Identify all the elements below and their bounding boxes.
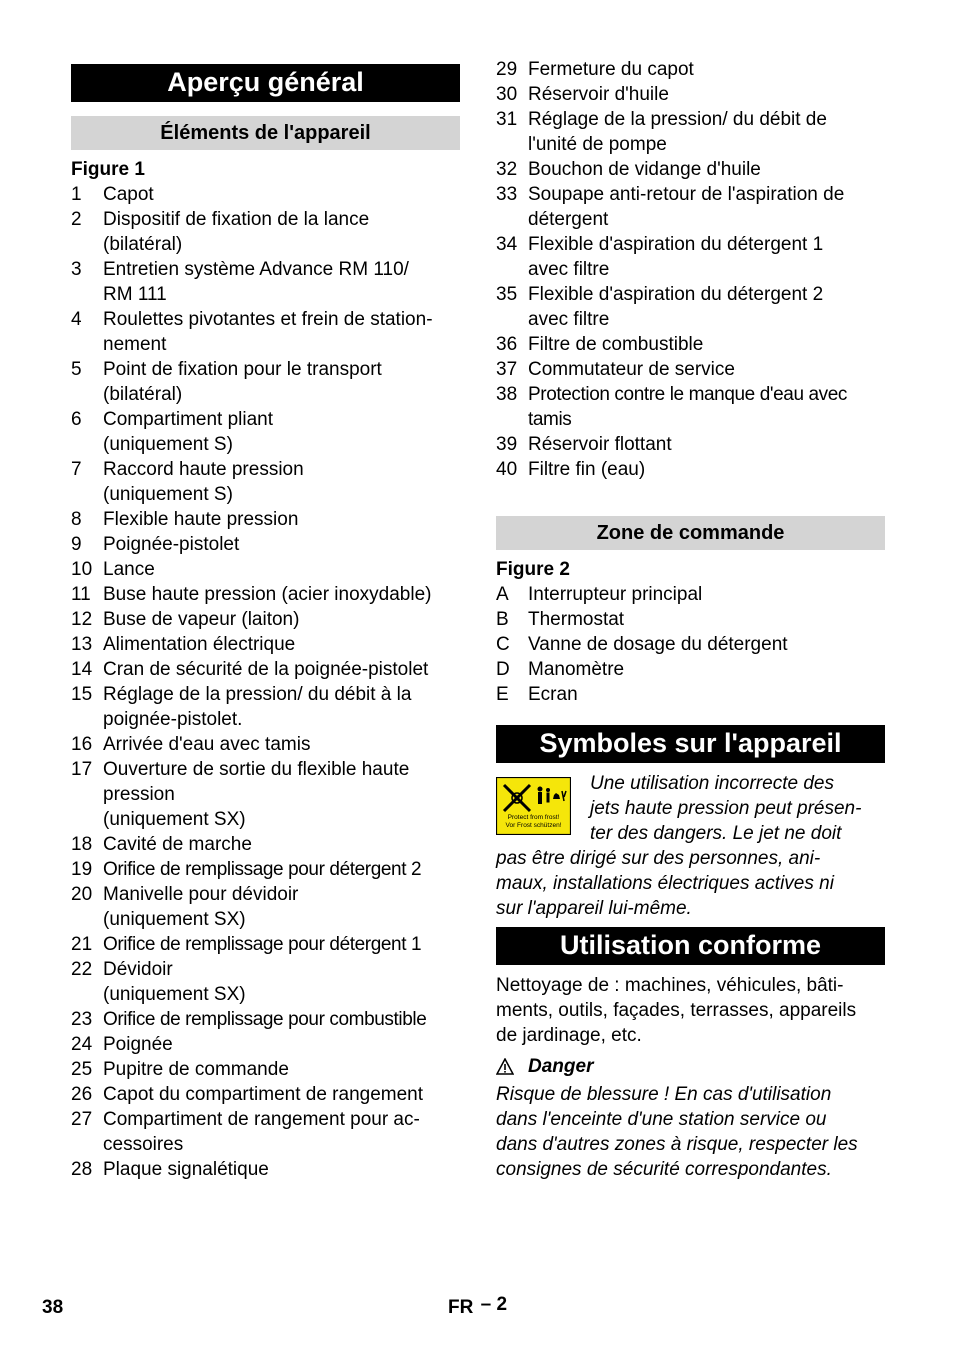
list-item-text: Fermeture du capot [528, 59, 694, 80]
symbol-description [496, 771, 885, 921]
list-item-text: Ouverture de sortie du flexible haute [103, 759, 410, 780]
list-item-text: Interrupteur principal [528, 584, 703, 605]
list-item-text: RM 111 [103, 284, 167, 305]
list-item-text: pression [103, 784, 175, 805]
list-item-number: D [496, 659, 510, 680]
list-item [496, 607, 885, 632]
list-item [71, 1032, 460, 1057]
list-item-number: A [496, 584, 509, 605]
symbol-text-line: ter des dangers. Le jet ne doit [590, 823, 842, 844]
list-item-text: Flexible d'aspiration du détergent 1 [528, 234, 824, 255]
list-item [496, 682, 885, 707]
list-item-number [496, 407, 528, 432]
list-item-text: Réglage de la pression/ du débit de [528, 109, 827, 130]
list-item-number: 12 [71, 609, 93, 630]
list-item-number [71, 1132, 103, 1157]
list-item-text: (bilatéral) [103, 234, 183, 255]
list-item-continuation [496, 207, 885, 232]
list-item [496, 332, 885, 357]
danger-text [496, 1082, 885, 1182]
list-item-text: Cran de sécurité de la poignée-pistolet [103, 659, 429, 680]
list-item-number: 16 [71, 734, 93, 755]
list-item-text: Cavité de marche [103, 834, 252, 855]
list-item [71, 882, 460, 907]
list-item-number [496, 307, 528, 332]
list-item-text: Lance [103, 559, 155, 580]
danger-text-line: Risque de blessure ! En cas d'utilisation [496, 1084, 832, 1105]
list-item-number [71, 232, 103, 257]
list-item-text: Filtre de combustible [528, 334, 704, 355]
list-item-text: détergent [528, 209, 609, 230]
list-item-continuation [71, 332, 460, 357]
list-item [496, 107, 885, 132]
list-item-text: Raccord haute pression [103, 459, 304, 480]
list-item-number [496, 257, 528, 282]
list-item-text: Buse de vapeur (laiton) [103, 609, 300, 630]
list-item-text: Ecran [528, 684, 578, 705]
list-item-number: 36 [496, 334, 518, 355]
list-item [496, 357, 885, 382]
danger-text-line: consignes de sécurité correspondantes. [496, 1159, 832, 1180]
list-item [71, 757, 460, 782]
list-item-number: 30 [496, 84, 518, 105]
list-item-continuation [71, 1132, 460, 1157]
symbol-text-line: Une utilisation incorrecte des [590, 773, 834, 794]
list-item [71, 657, 460, 682]
list-item-text: nement [103, 334, 167, 355]
list-item [71, 307, 460, 332]
list-item-continuation [496, 307, 885, 332]
list-item [71, 607, 460, 632]
list-item-text: (uniquement S) [103, 434, 233, 455]
list-item-number [71, 707, 103, 732]
list-item-number: E [496, 684, 509, 705]
list-item-number: 3 [71, 259, 82, 280]
symbol-text-line: maux, installations électriques actives ni [496, 873, 834, 894]
list-item-text: Capot du compartiment de rangement [103, 1084, 424, 1105]
list-item-number: 39 [496, 434, 518, 455]
list-item [496, 82, 885, 107]
list-item [496, 382, 885, 407]
page-number: 38 [42, 1297, 64, 1318]
list-item-text: Flexible d'aspiration du détergent 2 [528, 284, 824, 305]
list-item-text: Bouchon de vidange d'huile [528, 159, 761, 180]
list-item-number [71, 432, 103, 457]
list-item-text: Orifice de remplissage pour détergent 2 [103, 859, 422, 880]
list-item [71, 507, 460, 532]
list-item-number: 34 [496, 234, 518, 255]
list-item-text: Dévidoir [103, 959, 173, 980]
subsection-title-control-zone: Zone de commande [496, 516, 885, 550]
list-item-text: (uniquement SX) [103, 809, 246, 830]
list-item-continuation [71, 982, 460, 1007]
control-list [496, 582, 885, 707]
list-item-number: 7 [71, 459, 82, 480]
list-item-text: Protection contre le manque d'eau avec [528, 384, 848, 405]
list-item-text: Entretien système Advance RM 110/ [103, 259, 409, 280]
danger-text-line: dans l'enceinte d'une station service ou [496, 1109, 827, 1130]
parts-list-right [496, 57, 885, 482]
list-item-number: 37 [496, 359, 518, 380]
list-item-continuation [71, 432, 460, 457]
list-item-text: Soupape anti-retour de l'aspiration de [528, 184, 845, 205]
list-item-number: 20 [71, 884, 93, 905]
symbol-text-line: sur l'appareil lui-même. [496, 898, 692, 919]
list-item-text: Alimentation électrique [103, 634, 296, 655]
list-item-text: Réglage de la pression/ du débit à la [103, 684, 412, 705]
list-item-number: 29 [496, 59, 518, 80]
figure-2-label: Figure 2 [496, 559, 570, 580]
list-item-text: Flexible haute pression [103, 509, 299, 530]
section-title-intended-use: Utilisation conforme [496, 927, 885, 965]
list-item [496, 432, 885, 457]
list-item-text: (uniquement SX) [103, 909, 246, 930]
list-item [71, 1057, 460, 1082]
list-item [71, 457, 460, 482]
danger-text-line: dans d'autres zones à risque, respecter les [496, 1134, 858, 1155]
footer-lang-code: FR [448, 1297, 474, 1318]
list-item [496, 632, 885, 657]
list-item-text: l'unité de pompe [528, 134, 667, 155]
intended-use-text [496, 973, 885, 1048]
list-item-text: Compartiment de rangement pour ac- [103, 1109, 420, 1130]
symbol-label-en: Protect from frost! [507, 814, 560, 821]
list-item [71, 532, 460, 557]
list-item [71, 207, 460, 232]
list-item [496, 457, 885, 482]
list-item-number [71, 332, 103, 357]
list-item-text: Manomètre [528, 659, 625, 680]
list-item-text: Réservoir flottant [528, 434, 672, 455]
list-item [71, 1007, 460, 1032]
parts-list-left [71, 182, 460, 1182]
list-item-text: Plaque signalétique [103, 1159, 269, 1180]
list-item-number: 32 [496, 159, 518, 180]
list-item-continuation [496, 257, 885, 282]
list-item [71, 732, 460, 757]
symbol-text-line: pas être dirigé sur des personnes, ani- [496, 848, 821, 869]
danger-heading [496, 1054, 593, 1079]
list-item [71, 182, 460, 207]
list-item-number: 11 [71, 584, 91, 605]
list-item-text: Poignée [103, 1034, 173, 1055]
list-item [496, 182, 885, 207]
list-item-continuation [71, 782, 460, 807]
list-item-number: 18 [71, 834, 93, 855]
list-item [496, 582, 885, 607]
danger-label: Danger [528, 1056, 594, 1077]
subsection-title-elements: Éléments de l'appareil [71, 116, 460, 150]
list-item [496, 282, 885, 307]
list-item-text: Filtre fin (eau) [528, 459, 646, 480]
section-title-overview: Aperçu général [71, 64, 460, 102]
list-item-number [71, 782, 103, 807]
list-item-number: 19 [71, 859, 93, 880]
list-item-number: 2 [71, 209, 82, 230]
list-item-number: 35 [496, 284, 518, 305]
list-item [71, 1157, 460, 1182]
list-item-number: 15 [71, 684, 93, 705]
list-item-number [71, 382, 103, 407]
list-item-number: 6 [71, 409, 82, 430]
list-item [71, 682, 460, 707]
list-item-text: avec filtre [528, 309, 610, 330]
list-item-text: Vanne de dosage du détergent [528, 634, 788, 655]
list-item-number: 21 [71, 934, 93, 955]
list-item-text: Capot [103, 184, 154, 205]
list-item-number [71, 807, 103, 832]
list-item [496, 657, 885, 682]
list-item [71, 932, 460, 957]
list-item [71, 557, 460, 582]
list-item-text: cessoires [103, 1134, 184, 1155]
list-item-text: Manivelle pour dévidoir [103, 884, 299, 905]
list-item-number [71, 282, 103, 307]
list-item-number: 14 [71, 659, 93, 680]
list-item [71, 1107, 460, 1132]
list-item-continuation [496, 407, 885, 432]
list-item-number: 8 [71, 509, 82, 530]
list-item-text: Buse haute pression (acier inoxydable) [103, 584, 432, 605]
list-item-text: Roulettes pivotantes et frein de station- [103, 309, 433, 330]
list-item-number: 23 [71, 1009, 93, 1030]
list-item [71, 857, 460, 882]
list-item-text: Pupitre de commande [103, 1059, 289, 1080]
list-item-continuation [71, 807, 460, 832]
list-item-text: (uniquement S) [103, 484, 233, 505]
footer-lang [448, 1296, 507, 1320]
list-item [71, 957, 460, 982]
list-item-number [71, 907, 103, 932]
list-item [496, 57, 885, 82]
list-item-number: 28 [71, 1159, 93, 1180]
list-item-text: Réservoir d'huile [528, 84, 669, 105]
list-item-text: (bilatéral) [103, 384, 183, 405]
list-item-number: 33 [496, 184, 518, 205]
footer-suffix: – 2 [480, 1294, 508, 1315]
list-item-number: 40 [496, 459, 518, 480]
list-item-number: 13 [71, 634, 93, 655]
list-item-number: 31 [496, 109, 518, 130]
list-item [496, 157, 885, 182]
usage-text-line: de jardinage, etc. [496, 1025, 642, 1046]
list-item-text: (uniquement SX) [103, 984, 246, 1005]
list-item-text: avec filtre [528, 259, 610, 280]
list-item-number [71, 982, 103, 1007]
list-item-number [496, 207, 528, 232]
list-item [71, 832, 460, 857]
list-item-continuation [71, 382, 460, 407]
symbol-text-line: jets haute pression peut présen- [590, 798, 862, 819]
list-item-number: 1 [71, 184, 82, 205]
list-item-text: tamis [528, 409, 572, 430]
list-item-number: C [496, 634, 510, 655]
list-item-number: 22 [71, 959, 93, 980]
list-item [71, 257, 460, 282]
list-item-number: 38 [496, 384, 518, 405]
list-item-continuation [71, 907, 460, 932]
list-item-number: B [496, 609, 509, 630]
list-item-continuation [71, 482, 460, 507]
warning-triangle-icon [496, 1058, 514, 1075]
list-item-number: 4 [71, 309, 82, 330]
list-item-continuation [71, 282, 460, 307]
usage-text-line: ments, outils, façades, terrasses, appareils [496, 1000, 857, 1021]
figure-1-label: Figure 1 [71, 159, 145, 180]
list-item-number: 10 [71, 559, 93, 580]
list-item-number [71, 482, 103, 507]
list-item-number: 5 [71, 359, 82, 380]
list-item [71, 632, 460, 657]
list-item-continuation [71, 707, 460, 732]
list-item-text: Arrivée d'eau avec tamis [103, 734, 311, 755]
list-item [71, 407, 460, 432]
list-item-number: 27 [71, 1109, 93, 1130]
list-item-text: Compartiment pliant [103, 409, 274, 430]
list-item [496, 232, 885, 257]
list-item-continuation [71, 232, 460, 257]
list-item [71, 1082, 460, 1107]
list-item-text: Commutateur de service [528, 359, 735, 380]
list-item-number: 17 [71, 759, 93, 780]
list-item-number: 25 [71, 1059, 93, 1080]
list-item-number [496, 132, 528, 157]
list-item [71, 582, 460, 607]
list-item [71, 357, 460, 382]
symbol-label-de: Vor Frost schützen! [505, 822, 562, 829]
list-item-text: poignée-pistolet. [103, 709, 243, 730]
list-item-number: 24 [71, 1034, 93, 1055]
list-item-text: Thermostat [528, 609, 625, 630]
list-item-number: 26 [71, 1084, 93, 1105]
list-item-number: 9 [71, 534, 82, 555]
usage-text-line: Nettoyage de : machines, véhicules, bâti- [496, 975, 844, 996]
section-title-symbols: Symboles sur l'appareil [496, 725, 885, 763]
list-item-continuation [496, 132, 885, 157]
list-item-text: Orifice de remplissage pour combustible [103, 1009, 427, 1030]
list-item-text: Dispositif de fixation de la lance [103, 209, 370, 230]
list-item-text: Orifice de remplissage pour détergent 1 [103, 934, 422, 955]
list-item-text: Poignée-pistolet [103, 534, 240, 555]
list-item-text: Point de fixation pour le transport [103, 359, 382, 380]
